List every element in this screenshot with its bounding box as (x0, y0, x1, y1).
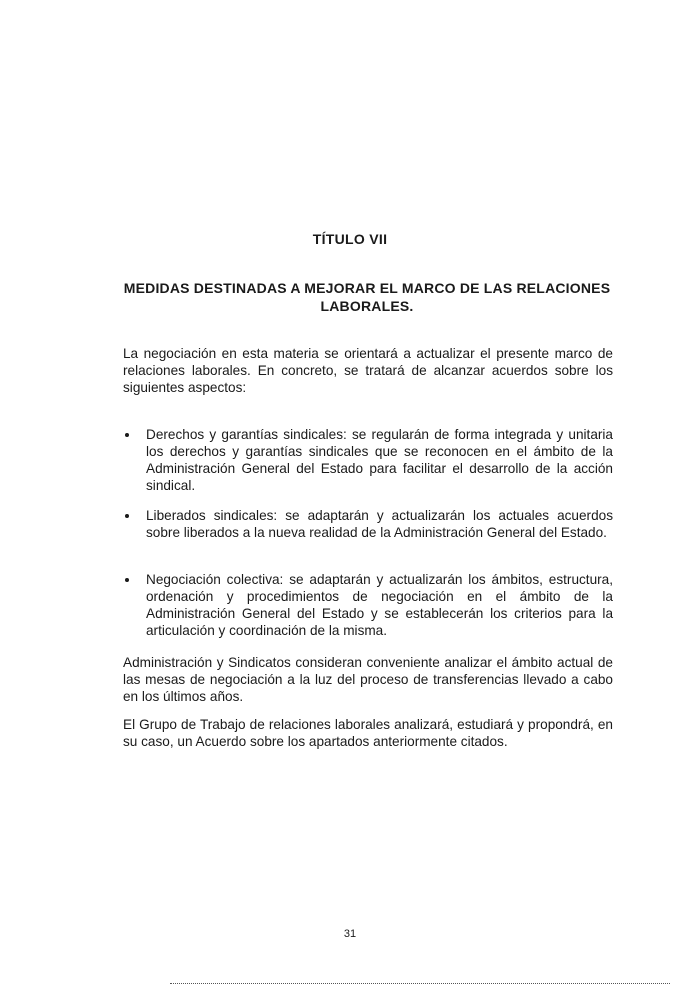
list-item-text: Liberados sindicales: se adaptarán y actualizarán los actuales acuerdos sobre liberados a la nueva realidad de la Administración General del Estado. (146, 508, 613, 540)
page-number: 31 (343, 928, 357, 940)
footer-divider (170, 983, 670, 984)
subtitle-line-2: LABORALES. (320, 298, 414, 314)
working-group-paragraph: El Grupo de Trabajo de relaciones laborales analizará, estudiará y propondrá, en su caso, un Acuerdo sobre los apartados anteriormente citados. (123, 717, 613, 749)
section-title: TÍTULO VII (312, 231, 388, 247)
list-item-text: Negociación colectiva: se adaptarán y actualizarán los ámbitos, estructura, ordenación y procedimientos de negociación en el ámbito de la Administración General del Estado y se establecerán los criterios para la articulación y coordinación de la misma. (146, 572, 613, 638)
administration-paragraph: Administración y Sindicatos consideran conveniente analizar el ámbito actual de las mesas de negociación a la luz del proceso de transferencias llevado a cabo en los últimos años. (123, 655, 613, 704)
list-item (123, 507, 613, 541)
bullet-icon (125, 433, 129, 437)
list-item-text: Derechos y garantías sindicales: se regularán de forma integrada y unitaria los derechos y garantías sindicales que se reconocen en el ámbito de la Administración General del Estado para facilitar el desarrollo de la acción sindical. (146, 427, 613, 493)
list-item (123, 571, 613, 639)
subtitle-line-1: MEDIDAS DESTINADAS A MEJORAR EL MARCO DE LAS RELACIONES (123, 280, 611, 296)
list-item (123, 426, 613, 494)
section-subtitle (122, 279, 612, 315)
bullet-icon (125, 514, 129, 518)
bullet-icon (125, 578, 129, 582)
intro-paragraph: La negociación en esta materia se orientará a actualizar el presente marco de relaciones laborales. En concreto, se tratará de alcanzar acuerdos sobre los siguientes aspectos: (123, 346, 613, 395)
